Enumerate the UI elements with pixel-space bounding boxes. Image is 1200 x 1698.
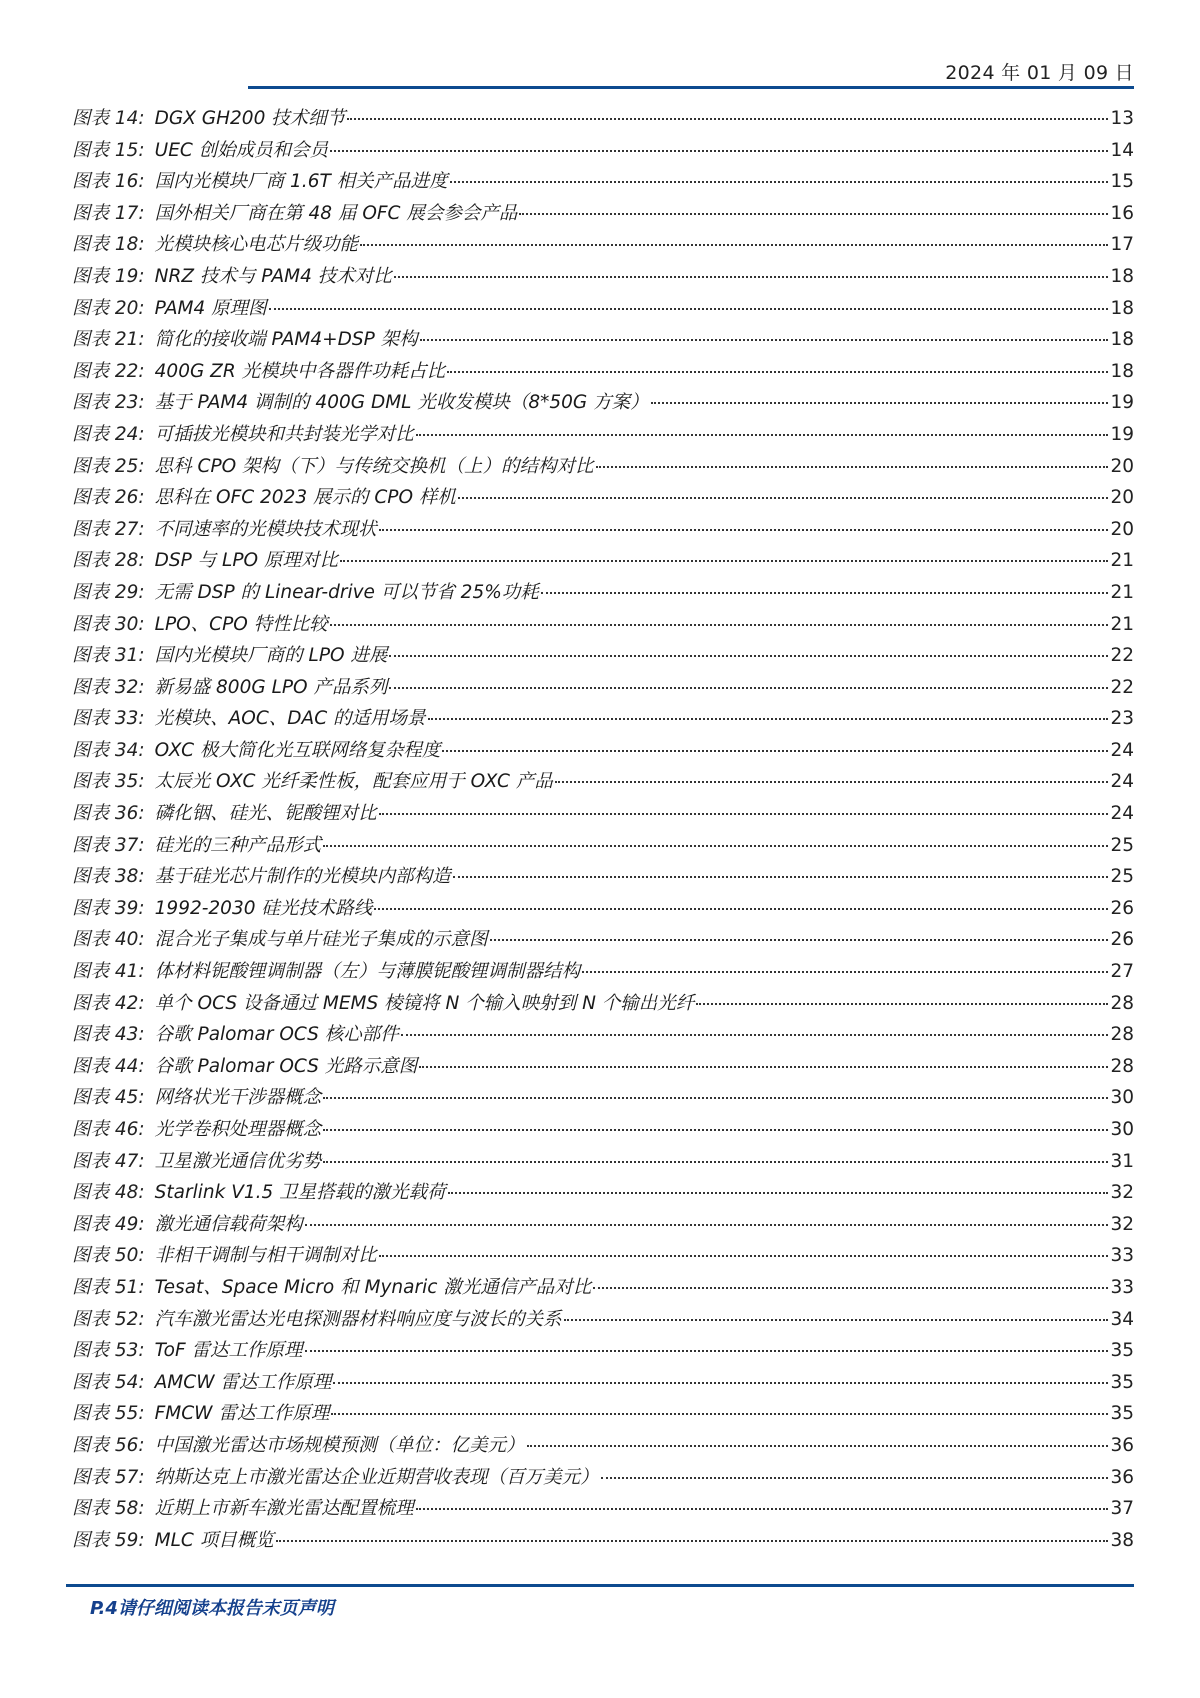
figure-title: 1992-2030 硅光技术路线 [154, 897, 373, 919]
page-number: 28 [1110, 1024, 1134, 1046]
figure-label: 图表 51: [72, 1276, 145, 1298]
toc-entry[interactable] [72, 1399, 1134, 1431]
figure-label: 图表 15: [72, 139, 145, 161]
figure-title: 基于硅光芯片制作的光模块内部构造 [154, 866, 451, 888]
figure-title: 国外相关厂商在第 48 届 OFC 展会参会产品 [154, 202, 518, 224]
figure-label: 图表 44: [72, 1055, 145, 1077]
dot-leader [442, 750, 1108, 752]
dot-leader [420, 339, 1109, 341]
toc-entry[interactable] [72, 957, 1134, 989]
figure-label: 图表 35: [72, 771, 145, 793]
figure-label: 图表 36: [72, 803, 145, 825]
dot-leader [527, 1445, 1109, 1447]
figure-label: 图表 20: [72, 297, 145, 319]
page-number: 20 [1110, 487, 1134, 509]
page-number: 21 [1110, 550, 1134, 572]
page-number: 33 [1110, 1245, 1134, 1267]
dot-leader [305, 1224, 1109, 1226]
figure-title: 思科在 OFC 2023 展示的 CPO 样机 [154, 487, 456, 509]
dot-leader [323, 1097, 1108, 1099]
dot-leader [330, 624, 1109, 626]
page-number: 35 [1110, 1371, 1134, 1393]
dot-leader [333, 1382, 1108, 1384]
figure-label: 图表 39: [72, 897, 145, 919]
figure-label: 图表 26: [72, 487, 145, 509]
toc-entry[interactable] [72, 262, 1134, 294]
page-number: 14 [1110, 139, 1134, 161]
figure-label: 图表 16: [72, 171, 145, 193]
figure-label: 图表 54: [72, 1371, 145, 1393]
dot-leader [564, 1319, 1109, 1321]
footer-divider [66, 1584, 1134, 1587]
page-number: 13 [1110, 108, 1134, 129]
figure-label: 图表 24: [72, 423, 145, 445]
dot-leader [458, 497, 1109, 499]
page-number: 18 [1110, 297, 1134, 319]
dot-leader [596, 466, 1109, 468]
figure-title: 太辰光 OXC 光纤柔性板，配套应用于 OXC 产品 [154, 771, 553, 793]
page-number: 38 [1110, 1529, 1134, 1551]
page-number: 21 [1110, 581, 1134, 603]
toc-entry[interactable] [72, 1305, 1134, 1337]
report-date: 2024 年 01 月 09 日 [945, 62, 1134, 84]
page-number: 31 [1110, 1150, 1134, 1172]
figure-title: OXC 极大简化光互联网络复杂程度 [154, 739, 441, 761]
toc-entry[interactable] [72, 1083, 1134, 1115]
toc-entry[interactable] [72, 294, 1134, 326]
page-number: 25 [1110, 866, 1134, 888]
toc-entry[interactable] [72, 673, 1134, 705]
toc-entry[interactable] [72, 1526, 1134, 1558]
dot-leader [323, 1129, 1108, 1131]
toc-entry[interactable] [72, 546, 1134, 578]
page-number: 30 [1110, 1087, 1134, 1109]
page-number: 37 [1110, 1498, 1134, 1520]
figure-label: 图表 45: [72, 1087, 145, 1109]
dot-leader [340, 560, 1108, 562]
figure-label: 图表 52: [72, 1308, 145, 1330]
page-number: 24 [1110, 803, 1134, 825]
toc-entry[interactable] [72, 230, 1134, 262]
toc-entry[interactable] [72, 894, 1134, 926]
toc-entry[interactable] [72, 641, 1134, 673]
toc-entry[interactable] [72, 767, 1134, 799]
toc-entry[interactable] [72, 925, 1134, 957]
figure-title: 谷歌 Palomar OCS 核心部件 [154, 1024, 399, 1046]
page-number: 19 [1110, 423, 1134, 445]
figure-title: 400G ZR 光模块中各器件功耗占比 [154, 360, 446, 382]
page-number: 24 [1110, 771, 1134, 793]
figure-label: 图表 49: [72, 1213, 145, 1235]
figure-label: 图表 25: [72, 455, 145, 477]
figure-title: 光模块、AOC、DAC 的适用场景 [154, 708, 426, 730]
figure-label: 图表 47: [72, 1150, 145, 1172]
figure-title: FMCW 雷达工作原理 [154, 1403, 330, 1425]
page-number: 21 [1110, 613, 1134, 635]
figure-title: ToF 雷达工作原理 [154, 1340, 303, 1362]
dot-leader [582, 971, 1108, 973]
page-number: 20 [1110, 455, 1134, 477]
dot-leader [490, 939, 1109, 941]
figure-title: 非相干调制与相干调制对比 [154, 1245, 377, 1267]
header-divider [248, 86, 1134, 89]
figure-title: 谷歌 Palomar OCS 光路示意图 [154, 1055, 418, 1077]
toc-entry[interactable] [72, 515, 1134, 547]
figure-title: 光学卷积处理器概念 [154, 1119, 322, 1140]
page-number: 20 [1110, 518, 1134, 540]
figure-title: 国内光模块厂商的 LPO 进展 [154, 645, 388, 667]
dot-leader [374, 908, 1108, 910]
page-number: 33 [1110, 1276, 1134, 1298]
figure-label: 图表 56: [72, 1434, 145, 1456]
figure-label: 图表 59: [72, 1529, 145, 1551]
page-number: 24 [1110, 739, 1134, 761]
figure-title: 可插拔光模块和共封装光学对比 [154, 423, 414, 445]
toc-entry[interactable] [72, 167, 1134, 199]
figure-label: 图表 50: [72, 1245, 145, 1267]
figure-title: PAM4 原理图 [154, 297, 267, 319]
dot-leader [541, 592, 1109, 594]
figure-title: 纳斯达克上市激光雷达企业近期营收表现（百万美元） [154, 1466, 599, 1488]
figure-label: 图表 19: [72, 265, 145, 287]
dot-leader [651, 402, 1109, 404]
dot-leader [276, 1540, 1109, 1542]
figure-title: 卫星激光通信优劣势 [154, 1150, 322, 1172]
toc-entry[interactable] [72, 1431, 1134, 1463]
page-number: 16 [1110, 202, 1134, 224]
figure-title: DSP 与 LPO 原理对比 [154, 550, 338, 572]
page-number: 30 [1110, 1119, 1134, 1140]
dot-leader [389, 687, 1108, 689]
toc-entry[interactable] [72, 325, 1134, 357]
page-number: 28 [1110, 992, 1134, 1014]
dot-leader [269, 308, 1109, 310]
figure-label: 图表 41: [72, 961, 145, 983]
dot-leader [347, 118, 1108, 120]
page-number: 18 [1110, 265, 1134, 287]
dot-leader [555, 781, 1109, 783]
toc-entry[interactable] [72, 388, 1134, 420]
footer-disclaimer: P.4请仔细阅读本报告末页声明 [90, 1598, 334, 1619]
figure-label: 图表 28: [72, 550, 145, 572]
figure-label: 图表 18: [72, 234, 145, 256]
dot-leader [401, 1034, 1109, 1036]
dot-leader [389, 655, 1108, 657]
figure-title: 基于 PAM4 调制的 400G DML 光收发模块（8*50G 方案） [154, 392, 649, 414]
toc-entry[interactable] [72, 578, 1134, 610]
figure-label: 图表 33: [72, 708, 145, 730]
toc-entry[interactable] [72, 736, 1134, 768]
figure-title: Starlink V1.5 卫星搭载的激光载荷 [154, 1182, 446, 1204]
dot-leader [330, 150, 1108, 152]
figure-label: 图表 32: [72, 676, 145, 698]
figure-title: 光模块核心电芯片级功能 [154, 234, 359, 256]
page-number: 18 [1110, 360, 1134, 382]
figure-label: 图表 37: [72, 834, 145, 856]
page-number: 32 [1110, 1213, 1134, 1235]
toc-entry[interactable] [72, 862, 1134, 894]
toc-entry[interactable] [72, 799, 1134, 831]
dot-leader [360, 244, 1108, 246]
figure-title: 激光通信载荷架构 [154, 1213, 303, 1235]
toc-entry[interactable] [72, 1147, 1134, 1179]
toc-entry[interactable] [72, 610, 1134, 642]
page-number: 32 [1110, 1182, 1134, 1204]
figure-label: 图表 21: [72, 329, 145, 351]
page-number: 26 [1110, 929, 1134, 951]
dot-leader [379, 813, 1109, 815]
figure-label: 图表 14: [72, 108, 145, 129]
toc-entry[interactable] [72, 483, 1134, 515]
page-number: 26 [1110, 897, 1134, 919]
figure-title: Tesat、Space Micro 和 Mynaric 激光通信产品对比 [154, 1276, 592, 1298]
dot-leader [394, 276, 1109, 278]
page-number: 17 [1110, 234, 1134, 256]
figure-label: 图表 34: [72, 739, 145, 761]
figure-label: 图表 22: [72, 360, 145, 382]
toc-entry[interactable] [72, 1336, 1134, 1368]
dot-leader [323, 845, 1108, 847]
dot-leader [416, 1508, 1109, 1510]
figure-title: DGX GH200 技术细节 [154, 108, 346, 129]
dot-leader [448, 1192, 1109, 1194]
dot-leader [601, 1477, 1109, 1479]
figure-title: 混合光子集成与单片硅光子集成的示意图 [154, 929, 488, 951]
toc-entry[interactable] [72, 1494, 1134, 1526]
toc-entry[interactable] [72, 136, 1134, 168]
dot-leader [593, 1287, 1108, 1289]
page-number: 22 [1110, 645, 1134, 667]
figure-label: 图表 57: [72, 1466, 145, 1488]
figure-title: UEC 创始成员和会员 [154, 139, 329, 161]
page-number: 23 [1110, 708, 1134, 730]
toc-entry[interactable] [72, 420, 1134, 452]
figure-title: MLC 项目概览 [154, 1529, 274, 1551]
dot-leader [450, 181, 1109, 183]
page-number: 22 [1110, 676, 1134, 698]
toc-entry[interactable] [72, 704, 1134, 736]
figure-title: AMCW 雷达工作原理 [154, 1371, 332, 1393]
page-number: 19 [1110, 392, 1134, 414]
figure-title: 磷化铟、硅光、铌酸锂对比 [154, 803, 377, 825]
figure-title: 国内光模块厂商 1.6T 相关产品进度 [154, 171, 448, 193]
figure-label: 图表 42: [72, 992, 145, 1014]
toc-entry[interactable] [72, 104, 1134, 136]
figure-index-list [72, 104, 1134, 1557]
figure-label: 图表 31: [72, 645, 145, 667]
dot-leader [305, 1350, 1109, 1352]
figure-title: 汽车激光雷达光电探测器材料响应度与波长的关系 [154, 1308, 562, 1330]
figure-title: 硅光的三种产品形式 [154, 834, 322, 856]
figure-title: 简化的接收端 PAM4+DSP 架构 [154, 329, 418, 351]
page-number: 35 [1110, 1340, 1134, 1362]
page-number: 27 [1110, 961, 1134, 983]
figure-label: 图表 58: [72, 1498, 145, 1520]
figure-title: 网络状光干涉器概念 [154, 1087, 322, 1109]
dot-leader [519, 213, 1108, 215]
figure-title: 近期上市新车激光雷达配置梳理 [154, 1498, 414, 1520]
toc-entry[interactable] [72, 1463, 1134, 1495]
figure-label: 图表 29: [72, 581, 145, 603]
dot-leader [323, 1161, 1108, 1163]
dot-leader [379, 529, 1109, 531]
dot-leader [331, 1413, 1108, 1415]
figure-title: 新易盛 800G LPO 产品系列 [154, 676, 388, 698]
page-number: 25 [1110, 834, 1134, 856]
toc-entry[interactable] [72, 452, 1134, 484]
figure-title: NRZ 技术与 PAM4 技术对比 [154, 265, 392, 287]
dot-leader [453, 876, 1109, 878]
page-number: 36 [1110, 1466, 1134, 1488]
toc-entry[interactable] [72, 831, 1134, 863]
toc-entry[interactable] [72, 199, 1134, 231]
dot-leader [419, 1066, 1108, 1068]
page-number: 35 [1110, 1403, 1134, 1425]
figure-title: 无需 DSP 的 Linear-drive 可以节省 25%功耗 [154, 581, 539, 603]
page-number: 15 [1110, 171, 1134, 193]
page-number: 18 [1110, 329, 1134, 351]
figure-label: 图表 27: [72, 518, 145, 540]
figure-label: 图表 40: [72, 929, 145, 951]
dot-leader [428, 718, 1109, 720]
toc-entry[interactable] [72, 1241, 1134, 1273]
toc-entry[interactable] [72, 1210, 1134, 1242]
figure-label: 图表 53: [72, 1340, 145, 1362]
figure-label: 图表 17: [72, 202, 145, 224]
dot-leader [447, 371, 1108, 373]
figure-label: 图表 46: [72, 1119, 145, 1140]
figure-title: 思科 CPO 架构（下）与传统交换机（上）的结构对比 [154, 455, 594, 477]
figure-title: 中国激光雷达市场规模预测（单位：亿美元） [154, 1434, 525, 1456]
toc-entry[interactable] [72, 1368, 1134, 1400]
figure-label: 图表 43: [72, 1024, 145, 1046]
dot-leader [379, 1255, 1109, 1257]
toc-entry[interactable] [72, 1052, 1134, 1084]
toc-entry[interactable] [72, 1020, 1134, 1052]
page-number: 36 [1110, 1434, 1134, 1456]
figure-label: 图表 48: [72, 1182, 145, 1204]
toc-entry[interactable] [72, 1178, 1134, 1210]
figure-label: 图表 55: [72, 1403, 145, 1425]
figure-title: 单个 OCS 设备通过 MEMS 棱镜将 N 个输入映射到 N 个输出光纤 [154, 992, 695, 1014]
toc-entry[interactable] [72, 989, 1134, 1021]
dot-leader [696, 1003, 1108, 1005]
page-number: 34 [1110, 1308, 1134, 1330]
toc-entry[interactable] [72, 1273, 1134, 1305]
figure-label: 图表 30: [72, 613, 145, 635]
toc-entry[interactable] [72, 357, 1134, 389]
toc-entry[interactable] [72, 1115, 1134, 1147]
figure-title: LPO、CPO 特性比较 [154, 613, 328, 635]
page-number: 28 [1110, 1055, 1134, 1077]
dot-leader [416, 434, 1109, 436]
figure-title: 体材料铌酸锂调制器（左）与薄膜铌酸锂调制器结构 [154, 961, 581, 983]
figure-title: 不同速率的光模块技术现状 [154, 518, 377, 540]
figure-label: 图表 23: [72, 392, 145, 414]
figure-label: 图表 38: [72, 866, 145, 888]
